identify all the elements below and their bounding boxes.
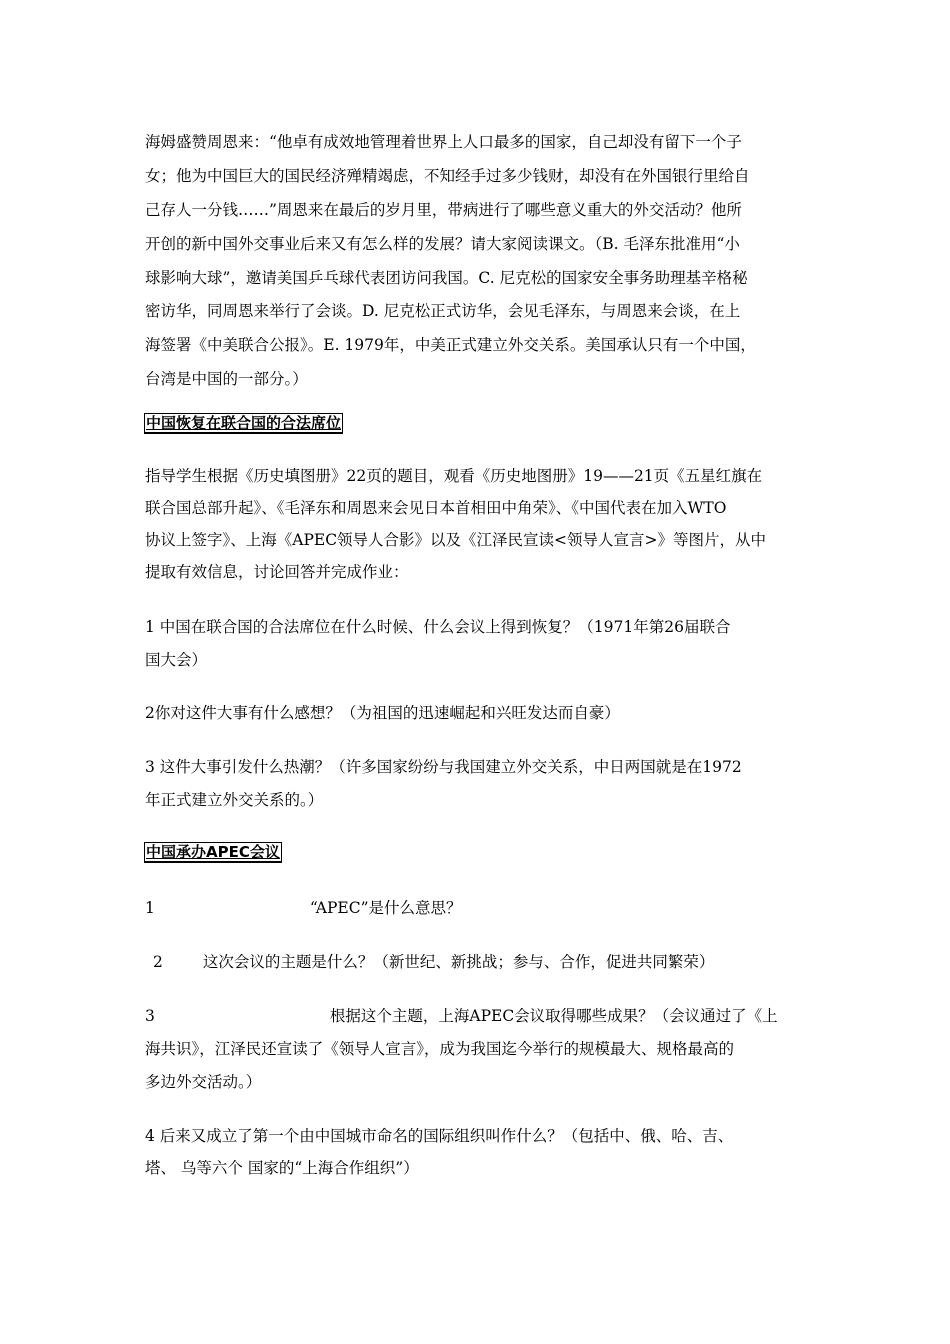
apec-q1-number: 1 bbox=[145, 899, 155, 917]
intro-line-2: 女；他为中国巨大的国民经济殚精竭虑，不知经手过多少钱财，却没有在外国银行里给自 bbox=[145, 167, 750, 185]
intro-line-3: 己存人一分钱……”周恩来在最后的岁月里，带病进行了哪些意义重大的外交活动？他所 bbox=[145, 201, 742, 219]
intro-line-4: 开创的新中国外交事业后来又有怎么样的发展？请大家阅读课文。（B. 毛泽东批准用“小 bbox=[145, 235, 740, 253]
apec-question-1 bbox=[145, 898, 462, 918]
guide-line-2: 联合国总部升起》、《毛泽东和周恩来会见日本首相田中角荣》、《中国代表在加入WTO bbox=[145, 499, 727, 517]
guide-line-3: 协议上签字》、上海《APEC领导人合影》以及《江泽民宣读<领导人宣言>》等图片，从中 bbox=[145, 531, 767, 549]
apec-question-4-line-2: 塔、 乌等六个 国家的“上海合作组织”） bbox=[145, 1159, 419, 1177]
apec-q2-text: 这次会议的主题是什么？（新世纪、新挑战；参与、合作，促进共同繁荣） bbox=[202, 953, 715, 971]
apec-q3-number: 3 bbox=[145, 1007, 155, 1025]
apec-question-3-line-3: 多边外交活动。） bbox=[145, 1073, 262, 1091]
apec-question-2 bbox=[145, 952, 714, 972]
apec-q3-text: 根据这个主题，上海APEC会议取得哪些成果？（会议通过了《上 bbox=[329, 1007, 778, 1025]
intro-line-5: 球影响大球”，邀请美国乒乓球代表团访问我国。C. 尼克松的国家安全事务助理基辛格秘 bbox=[145, 269, 748, 287]
intro-line-7: 海签署《中美联合公报》。E. 1979年，中美正式建立外交关系。美国承认只有一个中国， bbox=[145, 336, 756, 354]
intro-line-8: 台湾是中国的一部分。） bbox=[145, 370, 308, 388]
guide-line-4: 提取有效信息，讨论回答并完成作业： bbox=[145, 563, 409, 581]
apec-q2-number: 2 bbox=[153, 953, 163, 971]
question-3-line-1: 3 这件大事引发什么热潮？（许多国家纷纷与我国建立外交关系，中日两国就是在1972 bbox=[145, 758, 742, 776]
intro-line-1: 海姆盛赞周恩来：“他卓有成效地管理着世界上人口最多的国家，自己却没有留下一个子 bbox=[145, 133, 742, 151]
question-2-line: 2你对这件大事有什么感想？（为祖国的迅速崛起和兴旺发达而自豪） bbox=[145, 704, 620, 722]
guide-line-1: 指导学生根据《历史填图册》22页的题目，观看《历史地图册》19——21页《五星红旗在 bbox=[145, 467, 763, 485]
question-1-line-2: 国大会） bbox=[145, 651, 208, 669]
section-heading-un-seat: 中国恢复在联合国的合法席位 bbox=[146, 414, 342, 432]
apec-question-3-line-1 bbox=[145, 1006, 778, 1026]
apec-question-3-line-2: 海共识》，江泽民还宣读了《领导人宣言》，成为我国迄今举行的规模最大、规格最高的 bbox=[145, 1040, 735, 1058]
question-1-line-1: 1 中国在联合国的合法席位在什么时候、什么会议上得到恢复？（1971年第26届联合 bbox=[145, 618, 731, 636]
intro-line-6: 密访华，同周恩来举行了会谈。D. 尼克松正式访华，会见毛泽东，与周恩来会谈，在上 bbox=[145, 302, 741, 320]
question-3-line-2: 年正式建立外交关系的。） bbox=[145, 791, 324, 809]
section-heading-apec: 中国承办APEC会议 bbox=[146, 843, 280, 861]
apec-question-4-line-1: 4 后来又成立了第一个由中国城市命名的国际组织叫作什么？（包括中、俄、哈、吉、 bbox=[145, 1127, 734, 1145]
apec-q1-text: “APEC”是什么意思？ bbox=[309, 899, 462, 917]
